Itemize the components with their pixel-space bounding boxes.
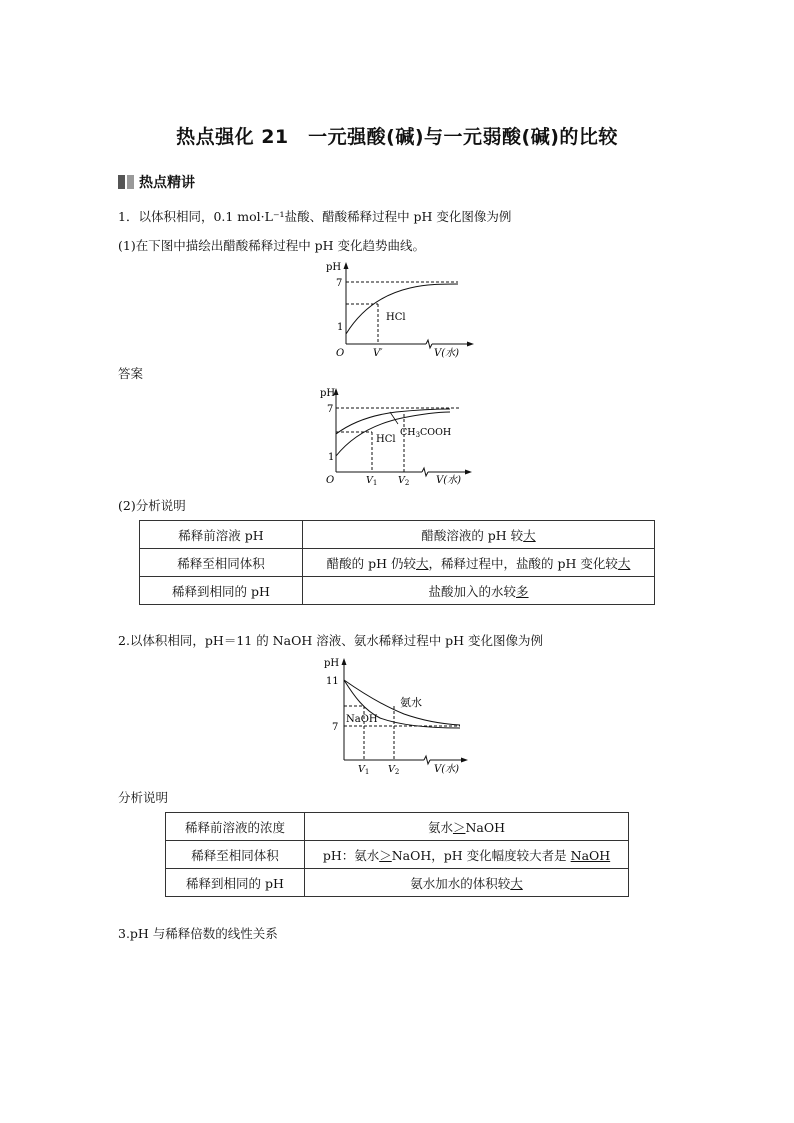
table-row-value [303, 549, 655, 577]
answer-blank: 大 [523, 527, 536, 543]
item1-question1: (1)在下图中描绘出醋酸稀释过程中 pH 变化趋势曲线。 [118, 238, 426, 253]
graph2-y1: 1 [328, 452, 335, 463]
graph3-nh3-label: 氨水 [400, 696, 422, 709]
graph2-x-label: V(水) [436, 475, 462, 486]
table-row-label: 稀释至相同体积 [166, 841, 305, 869]
table-row [166, 813, 629, 841]
graph2-origin: O [326, 475, 335, 486]
table-row-label: 稀释到相同的 pH [140, 577, 303, 605]
graph2-ch3cooh-label: $CH_3COOH$ [400, 427, 452, 439]
table-row [140, 549, 655, 577]
table-text: ，稀释过程中，盐酸的 pH 变化较 [428, 555, 618, 571]
table-row-label: 稀释至相同体积 [140, 549, 303, 577]
answer-blank: ＞ [379, 847, 392, 863]
graph1-y7: 7 [336, 278, 343, 289]
graph3-ylabel: pH [324, 658, 340, 669]
table-text: pH：氨水 [322, 847, 380, 863]
graph1-x-label: V(水) [434, 348, 460, 358]
table-text: 氨水 [427, 819, 453, 835]
graph2-ylabel: pH [320, 388, 336, 399]
answer-blank: 大 [617, 555, 631, 571]
table-row-value [303, 577, 655, 605]
graph1-x-arrow-icon [467, 342, 474, 347]
answer-blank: 多 [516, 583, 529, 599]
table-row-value [305, 869, 629, 897]
graph1-hcl-label: HCl [386, 312, 406, 323]
page-title: 热点强化 21 一元强酸(碱)与一元弱酸(碱)的比较 [176, 126, 618, 148]
table-row-value [303, 521, 655, 549]
section-marker-icon-secondary [127, 175, 134, 189]
table-text: 醋酸溶液的 pH 较 [421, 527, 524, 543]
answer-label: 答案 [118, 366, 144, 381]
table-row [166, 841, 629, 869]
graph-hcl [322, 258, 482, 358]
graph2-pointer-line [390, 412, 398, 424]
graph1-hcl-curve [346, 284, 458, 334]
graph1-axis-break-icon [426, 340, 432, 348]
graph2-y7: 7 [327, 404, 334, 415]
graph3-x-label: V(水) [434, 764, 460, 775]
answer-blank: 大 [415, 555, 429, 571]
table-text: 盐酸加入的水较 [428, 583, 516, 599]
table-text: NaOH [465, 819, 506, 835]
graph3-axis-break-icon [424, 756, 430, 764]
graph2-v2: $V_2$ [398, 475, 410, 486]
section-marker-icon [118, 175, 125, 189]
graph1-v-prime: V′ [373, 348, 383, 358]
item1-heading: 1．以体积相同，0.1 mol·L⁻¹盐酸、醋酸稀释过程中 pH 变化图像为例 [118, 209, 512, 224]
graph3-x-arrow-icon [461, 758, 468, 763]
item3-heading: 3.pH 与稀释倍数的线性关系 [118, 926, 278, 941]
graph-naoh-nh3 [324, 654, 480, 776]
graph3-v2: $V_2$ [388, 764, 400, 776]
answer-blank: NaOH [570, 847, 611, 863]
table-row-label: 稀释前溶液的浓度 [166, 813, 305, 841]
section-heading [118, 172, 195, 192]
table-text: NaOH，pH 变化幅度较大者是 [391, 847, 571, 863]
table-row [166, 869, 629, 897]
answer-blank: ＞ [452, 819, 466, 835]
table-row [140, 577, 655, 605]
item2-heading: 2.以体积相同，pH＝11 的 NaOH 溶液、氨水稀释过程中 pH 变化图像为例 [118, 633, 544, 648]
answer-blank: 大 [510, 875, 523, 891]
graph2-axis-break-icon [422, 468, 428, 476]
table-row-value [305, 841, 629, 869]
graph2-v1: $V_1$ [366, 475, 378, 486]
graph-hcl-ch3cooh [318, 384, 488, 486]
graph1-origin: O [336, 348, 345, 358]
graph3-y11: 11 [326, 676, 339, 687]
graph3-y7: 7 [332, 722, 339, 733]
graph3-v1: $V_1$ [358, 764, 370, 776]
table-text: 氨水加水的体积较 [410, 875, 511, 891]
graph2-hcl-label: HCl [376, 434, 396, 445]
comparison-table-bases [165, 812, 629, 897]
graph1-ylabel: pH [326, 262, 342, 273]
graph2-x-arrow-icon [465, 470, 472, 475]
table-row-value [305, 813, 629, 841]
item1-question2: (2)分析说明 [118, 498, 186, 513]
comparison-table-acids [139, 520, 655, 605]
graph3-y-arrow-icon [342, 658, 347, 665]
item2-analysis-label: 分析说明 [118, 790, 169, 805]
graph1-y1: 1 [337, 322, 344, 333]
table-row-label: 稀释前溶液 pH [140, 521, 303, 549]
table-row-label: 稀释到相同的 pH [166, 869, 305, 897]
table-row [140, 521, 655, 549]
graph1-y-arrow-icon [344, 262, 349, 269]
section-heading-text: 热点精讲 [139, 175, 195, 191]
table-text: 醋酸的 pH 仍较 [326, 555, 416, 571]
graph3-naoh-label: NaOH [346, 714, 378, 725]
